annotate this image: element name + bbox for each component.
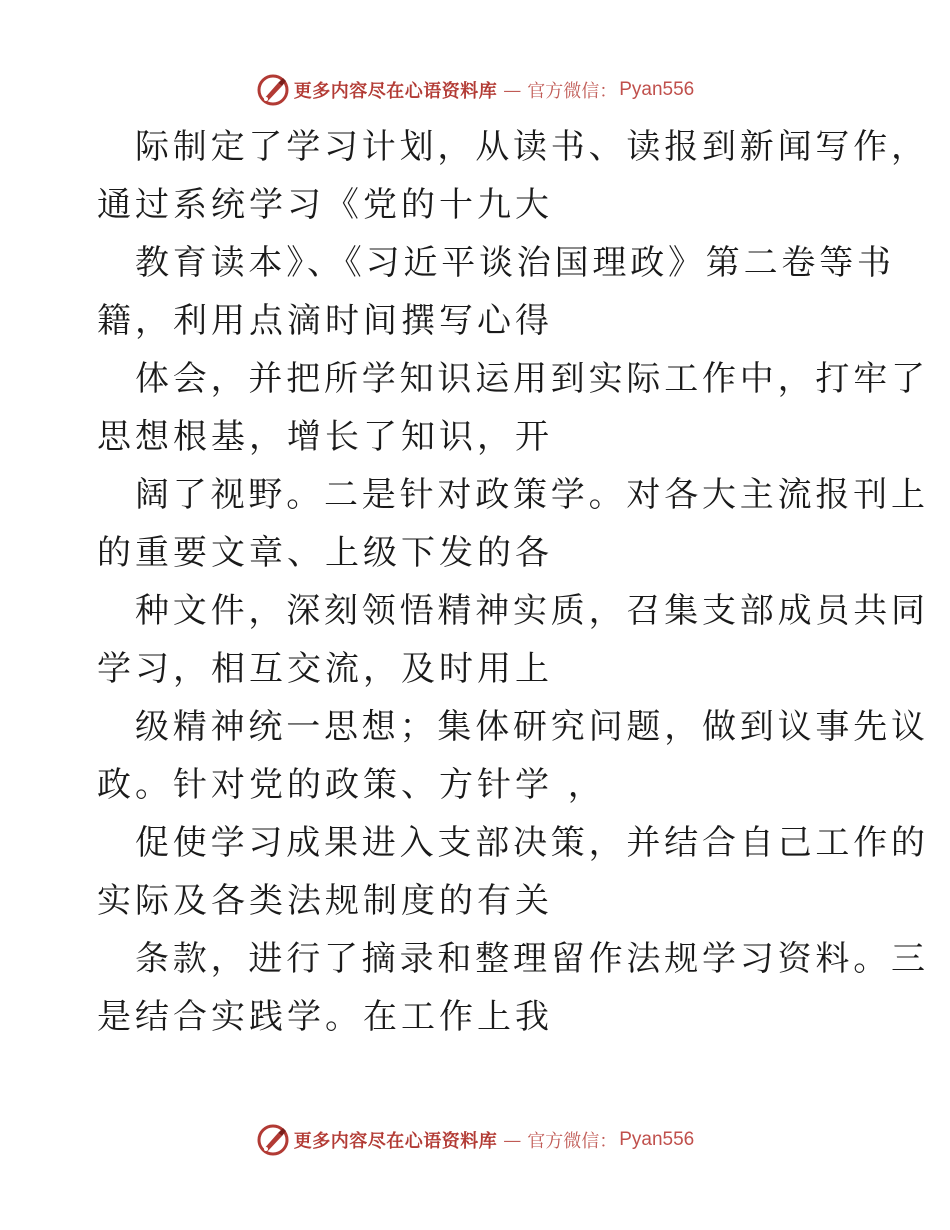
pen-circle-logo-icon (256, 73, 290, 107)
body-line: 际制定了学习计划，从读书、读报到新闻写作， (135, 127, 929, 167)
body-line: 教育读本》、《习近平谈治国理政》第二卷等书 (135, 243, 895, 283)
body-line: 是结合实践学。在工作上我 (97, 997, 553, 1037)
body-line: 思想根基，增长了知识，开 (97, 417, 553, 457)
body-line: 的重要文章、上级下发的各 (97, 533, 553, 573)
footer-separator: — (503, 1129, 522, 1151)
footer-watermark (0, 1120, 950, 1160)
header-separator: — (503, 79, 522, 101)
header-wechat-label: 官方微信： (527, 81, 618, 102)
body-line: 条款，进行了摘录和整理留作法规学习资料。三 (135, 939, 929, 979)
header-brand-text: 更多内容尽在心语资料库 (293, 81, 498, 102)
body-line: 促使学习成果进入支部决策，并结合自己工作的 (135, 823, 929, 863)
body-line: 种文件，深刻领悟精神实质，召集支部成员共同 (135, 591, 929, 631)
body-line: 籍，利用点滴时间撰写心得 (97, 301, 553, 341)
body-line: 级精神统一思想；集体研究问题，做到议事先议 (135, 707, 929, 747)
body-line: 实际及各类法规制度的有关 (97, 881, 553, 921)
body-line: 通过系统学习《党的十九大 (97, 185, 553, 225)
body-line: 学习，相互交流，及时用上 (97, 649, 553, 689)
footer-wechat-label: 官方微信： (527, 1131, 618, 1152)
pen-circle-logo-icon (256, 1123, 290, 1157)
header-wechat-id: Pyan556 (619, 79, 695, 100)
header-watermark (0, 70, 950, 110)
footer-brand-text: 更多内容尽在心语资料库 (293, 1131, 498, 1152)
footer-wechat-id: Pyan556 (619, 1129, 695, 1150)
body-line: 体会，并把所学知识运用到实际工作中，打牢了 (135, 359, 929, 399)
body-line: 阔了视野。二是针对政策学。对各大主流报刊上 (135, 475, 929, 515)
body-line: 政。针对党的政策、方针学 ， (97, 765, 606, 805)
document-body (97, 118, 929, 1046)
